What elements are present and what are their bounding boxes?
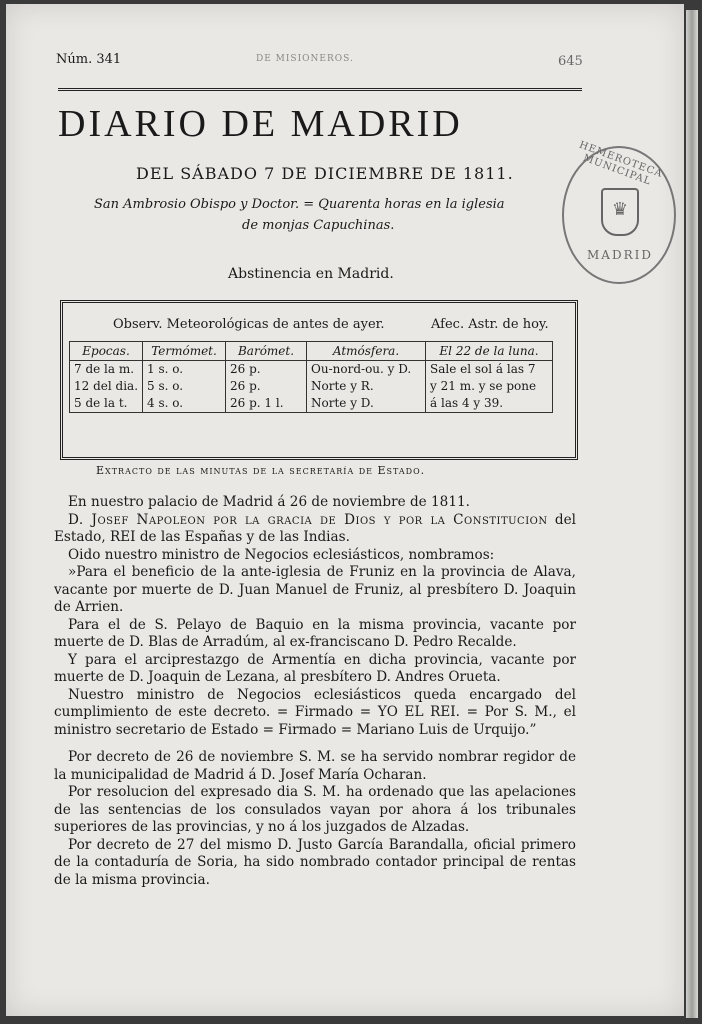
page-edge <box>686 10 698 1018</box>
weather-table-box <box>60 300 578 460</box>
paragraph: Por decreto de 27 del mismo D. Justo García Barandalla, oficial primero de la contaduría de Soria, ha sido nombrado contador principal de rentas de la misma provincia. <box>54 836 576 888</box>
dateline: DEL SÁBADO 7 DE DICIEMBRE DE 1811. <box>136 164 514 183</box>
col-epocas: Epocas. <box>70 342 143 361</box>
cell-therm: 1 s. o. <box>143 361 226 379</box>
cell-epoch: 5 de la t. <box>70 395 143 413</box>
paragraph: »Para el beneficio de la ante-iglesia de Fruniz en la provincia de Alava, vacante por muerte de D. Juan Manuel de Fruniz, al presbítero D. Joaquin de Arrien. <box>54 564 576 615</box>
masthead-title: DIARIO DE MADRID <box>58 103 463 145</box>
paragraph: Y para el arciprestazgo de Armentía en dicha provincia, vacante por muerte de D. Joaquin de Lezana, al presbítero D. Andres Orueta. <box>54 651 576 685</box>
paragraph: Por decreto de 26 de noviembre S. M. se ha servido nombrar regidor de la municipalidad de Madrid á D. Josef María Ocharan. <box>54 749 576 783</box>
abstinence-note: Abstinencia en Madrid. <box>228 266 394 282</box>
cell-atmos: Norte y D. <box>307 395 426 413</box>
cell-astro: Sale el sol á las 7 <box>426 361 553 379</box>
stamp-bottom-text: MADRID <box>587 248 653 262</box>
paragraph: Oido nuestro ministro de Negocios eclesiásticos, nombramos: <box>68 546 495 563</box>
article-heading: Extracto de las minutas de la secretaría de Estado. <box>96 464 426 477</box>
cell-barom: 26 p. <box>226 378 307 395</box>
library-stamp <box>562 139 676 284</box>
decree-preamble: D. Josef Napoleon por la gracia de Dios y por la Constitucion <box>68 511 548 528</box>
decree-preamble-rest: del Estado, REI de las Españas y de las Indias. <box>54 511 576 545</box>
paragraph <box>54 512 576 547</box>
coat-of-arms-icon: ♛ <box>601 188 639 236</box>
cell-barom: 26 p. <box>226 361 307 379</box>
col-termometro: Termómet. <box>143 342 226 361</box>
saints-line-2: de monjas Capuchinas. <box>242 218 395 233</box>
header-rule <box>58 88 582 91</box>
running-head: DE MISIONEROS. <box>256 54 354 64</box>
paragraph: Por resolucion del expresado dia S. M. ha ordenado que las apelaciones de las sentencias de los consulados vayan por ahora á los tribunales superiores de las provincias, y no á los juzgados de Alzadas. <box>54 784 576 835</box>
paragraph: Para el de S. Pelayo de Baquio en la misma provincia, vacante por muerte de D. Blas de Arradúm, al ex-franciscano D. Pedro Recalde. <box>54 616 576 650</box>
col-atmosfera: Atmósfera. <box>307 342 426 361</box>
table-row <box>70 395 553 413</box>
astro-heading: Afec. Astr. de hoy. <box>431 317 549 332</box>
cell-astro: á las 4 y 39. <box>426 395 553 413</box>
cell-barom: 26 p. 1 l. <box>226 395 307 413</box>
issue-number: Núm. 341 <box>56 52 122 67</box>
saints-line-1: San Ambrosio Obispo y Doctor. = Quarenta horas en la iglesia <box>94 197 505 212</box>
cell-epoch: 7 de la m. <box>70 361 143 379</box>
cell-astro: y 21 m. y se pone <box>426 378 553 395</box>
table-row <box>70 378 553 395</box>
weather-table <box>69 341 553 413</box>
cell-therm: 4 s. o. <box>143 395 226 413</box>
paragraph: Nuestro ministro de Negocios eclesiásticos queda encargado del cumplimiento de este decreto. = Firmado = YO EL REI. = Por S. M., el ministro secretario de Estado = Firmado = Mariano Luis de Urquijo.” <box>54 686 576 738</box>
table-row <box>70 361 553 379</box>
weather-heading: Observ. Meteorológicas de antes de ayer. <box>113 317 385 332</box>
cell-atmos: Norte y R. <box>307 378 426 395</box>
col-luna: El 22 de la luna. <box>426 342 553 361</box>
page-number: 645 <box>558 54 583 69</box>
stamp-arc-text: HEMEROTECA MUNICIPAL <box>577 139 665 188</box>
col-barometro: Barómet. <box>226 342 307 361</box>
cell-epoch: 12 del dia. <box>70 378 143 395</box>
paragraph: En nuestro palacio de Madrid á 26 de noviembre de 1811. <box>68 494 470 510</box>
cell-therm: 5 s. o. <box>143 378 226 395</box>
article-body <box>54 494 576 889</box>
newspaper-page <box>6 4 684 1016</box>
cell-atmos: Ou-nord-ou. y D. <box>307 361 426 379</box>
